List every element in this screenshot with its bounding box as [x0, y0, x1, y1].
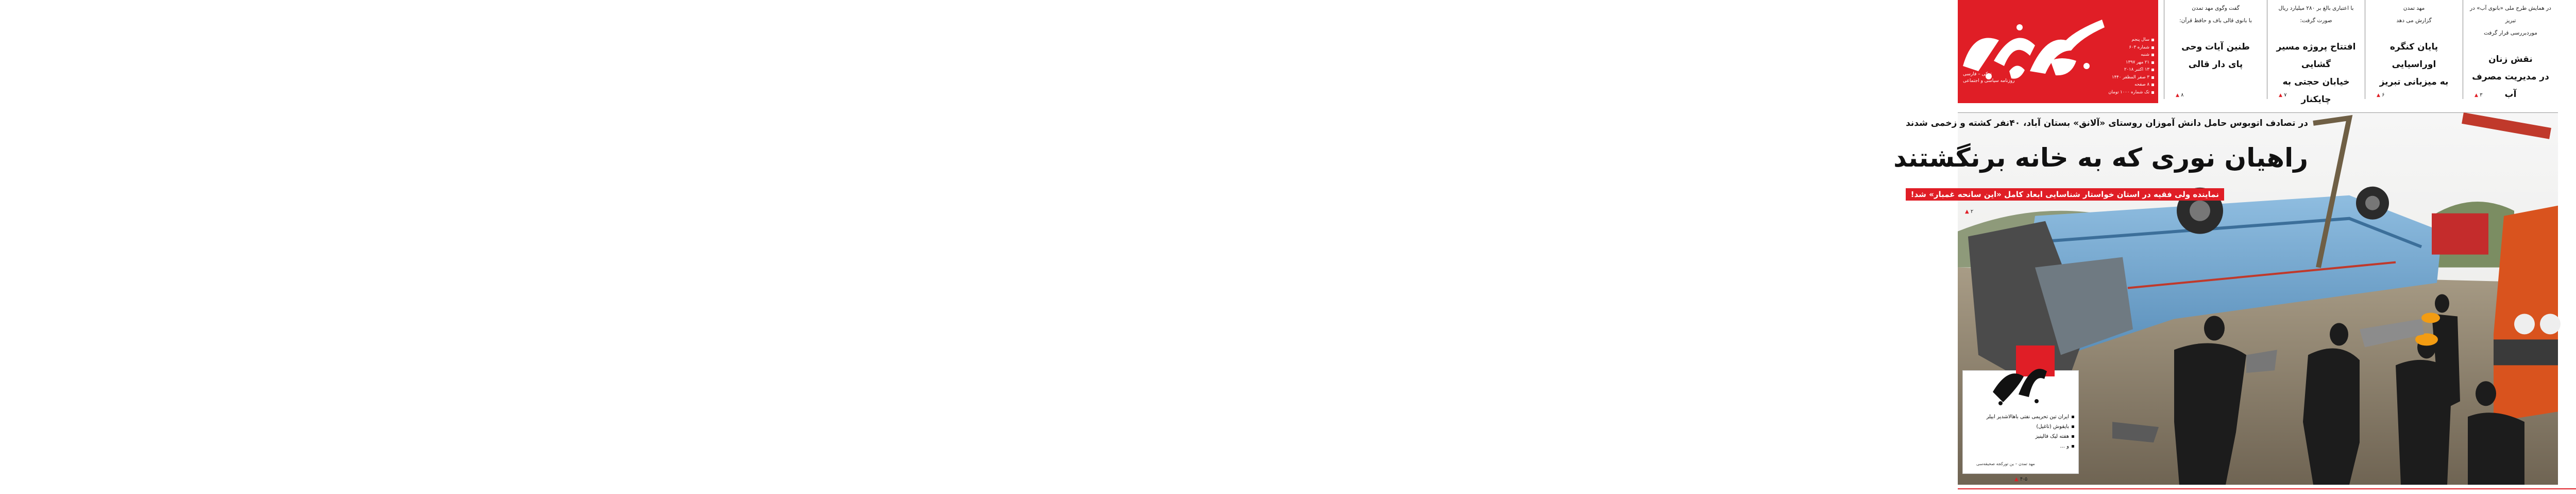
sanjaq-logo-art — [1988, 345, 2055, 407]
triangle-icon: ▲ — [2279, 93, 2282, 98]
lead-strapline: نماینده ولی فقیه در استان خواستار شناسایی ابعاد کامل «این سانحه غمبار» شد! — [1906, 188, 2224, 201]
triangle-icon: ▲ — [1965, 209, 1969, 215]
teaser-headline-line1: نقش زنان — [2488, 54, 2533, 64]
meta-pages: ۸ صفحه — [2108, 81, 2154, 89]
lead-headline[interactable]: راهیان نوری که به خانه برنگشتند — [1893, 143, 2308, 173]
teaser-kicker-line1: گفت وگوی مهد تمدن — [2192, 5, 2240, 11]
sanjaq-supplement-box[interactable] — [1962, 370, 2079, 474]
teaser-kicker-line1: با اعتباری بالغ بر ۲۸۰ میلیارد ریال — [2278, 5, 2354, 11]
meta-date-solar: ۲۱ مهر ۱۳۹۷ — [2108, 59, 2154, 67]
sanjaq-items-list — [1986, 412, 2074, 451]
teaser-page-ref[interactable] — [2279, 92, 2286, 98]
meta-date-lunar: ۳ صفر المظفر ۱۴۴۰ — [2108, 74, 2154, 81]
teaser-kicker-line2: موردبررسی قرار گرفت — [2484, 30, 2537, 36]
teaser-2[interactable] — [2365, 0, 2463, 99]
teaser-kicker-line2: با بانوی قالی باف و حافظ قرآن: — [2179, 18, 2252, 24]
teaser-kicker-line2: گزارش می دهد — [2396, 18, 2432, 24]
triangle-icon: ▲ — [2475, 93, 2478, 98]
teaser-kicker-line1: در همایش طرح ملی «بانوی آب» در تبریز — [2470, 5, 2551, 24]
list-item[interactable]: و ... — [1986, 441, 2074, 451]
subtitle: روزنامه سیاسی و اجتماعی — [1963, 78, 2015, 84]
teaser-page-number: ۷ — [2284, 92, 2287, 98]
teaser-headline[interactable] — [2369, 38, 2459, 91]
triangle-icon: ▲ — [2377, 93, 2380, 98]
teaser-kicker — [2467, 2, 2554, 39]
bottom-rule — [1958, 488, 2576, 494]
lead-page-number: ۲ — [1970, 209, 1974, 215]
sanjaq-page-ref[interactable] — [2014, 476, 2027, 482]
triangle-icon: ▲ — [2176, 93, 2179, 98]
sanjaq-page-number: ۴-۵ — [2020, 476, 2028, 482]
teaser-headline-line1: پایان کنگره اوراسیایی — [2389, 42, 2438, 70]
teaser-page-ref[interactable] — [2377, 92, 2384, 98]
teaser-1[interactable] — [2463, 0, 2558, 99]
sanjaq-logo — [1988, 345, 2055, 407]
teaser-headline-line1: طنین آیات وحی — [2181, 42, 2250, 52]
sanjaq-credit: مهد تمدن – ین تورکجه صحیفه‌سی — [1976, 462, 2035, 466]
subtitle-lang: ترکی – فارسی — [1963, 72, 1992, 77]
teaser-headline-line2: پای دار قالی — [2188, 59, 2243, 70]
meta-price: تک شماره ۱۰۰۰ تومان — [2108, 89, 2154, 96]
teaser-kicker-line1: مهد تمدن — [2403, 5, 2425, 11]
list-item[interactable]: هفته لیک فالینیز — [1986, 432, 2074, 441]
triangle-icon: ▲ — [2014, 476, 2019, 482]
masthead-subtitle-block — [1963, 71, 2025, 85]
teaser-headline[interactable] — [2168, 38, 2263, 73]
teaser-headline-line2: در مدیریت مصرف آب — [2472, 72, 2549, 100]
teaser-kicker — [2168, 2, 2263, 27]
teaser-page-number: ۳ — [2480, 92, 2483, 98]
teaser-3[interactable] — [2267, 0, 2365, 105]
masthead — [1958, 0, 2158, 103]
teaser-kicker-line2: صورت گرفت: — [2300, 18, 2332, 24]
teaser-page-ref[interactable] — [2176, 92, 2183, 98]
issue-meta-list — [2108, 36, 2154, 96]
teaser-4[interactable] — [2164, 0, 2267, 99]
teaser-page-number: ۶ — [2382, 92, 2385, 98]
lead-kicker: در تصادف اتوبوس حامل دانش آموزان روستای «آلانق» بستان آباد، ۴۰نفر کشته و زخمی شدند — [1906, 118, 2308, 128]
list-item[interactable]: ایران تین تحریمی نفتی باهالاشدیر ابیلر — [1986, 412, 2074, 422]
teaser-headline-line2: خیابان حجتی به چایکنار — [2282, 77, 2350, 105]
teaser-headline-line1: افتتاح پروژه مسیر گشایی — [2276, 42, 2356, 70]
teaser-page-number: ۸ — [2181, 92, 2184, 98]
list-item[interactable]: بایقوش (تاغیل) — [1986, 422, 2074, 432]
meta-year: سال پنجم — [2108, 36, 2154, 44]
teaser-kicker — [2272, 2, 2361, 27]
meta-issue: شماره ۶۰۳ — [2108, 44, 2154, 52]
teaser-page-ref[interactable] — [2475, 92, 2482, 98]
teaser-kicker — [2369, 2, 2459, 27]
meta-weekday: شنبه — [2108, 51, 2154, 59]
teaser-headline-line2: به میزبانی تبریز — [2379, 77, 2449, 87]
meta-date-gregorian: ۱۳ اکتبر ۲۰۱۸ — [2108, 66, 2154, 74]
lead-page-ref[interactable] — [1965, 209, 1973, 215]
